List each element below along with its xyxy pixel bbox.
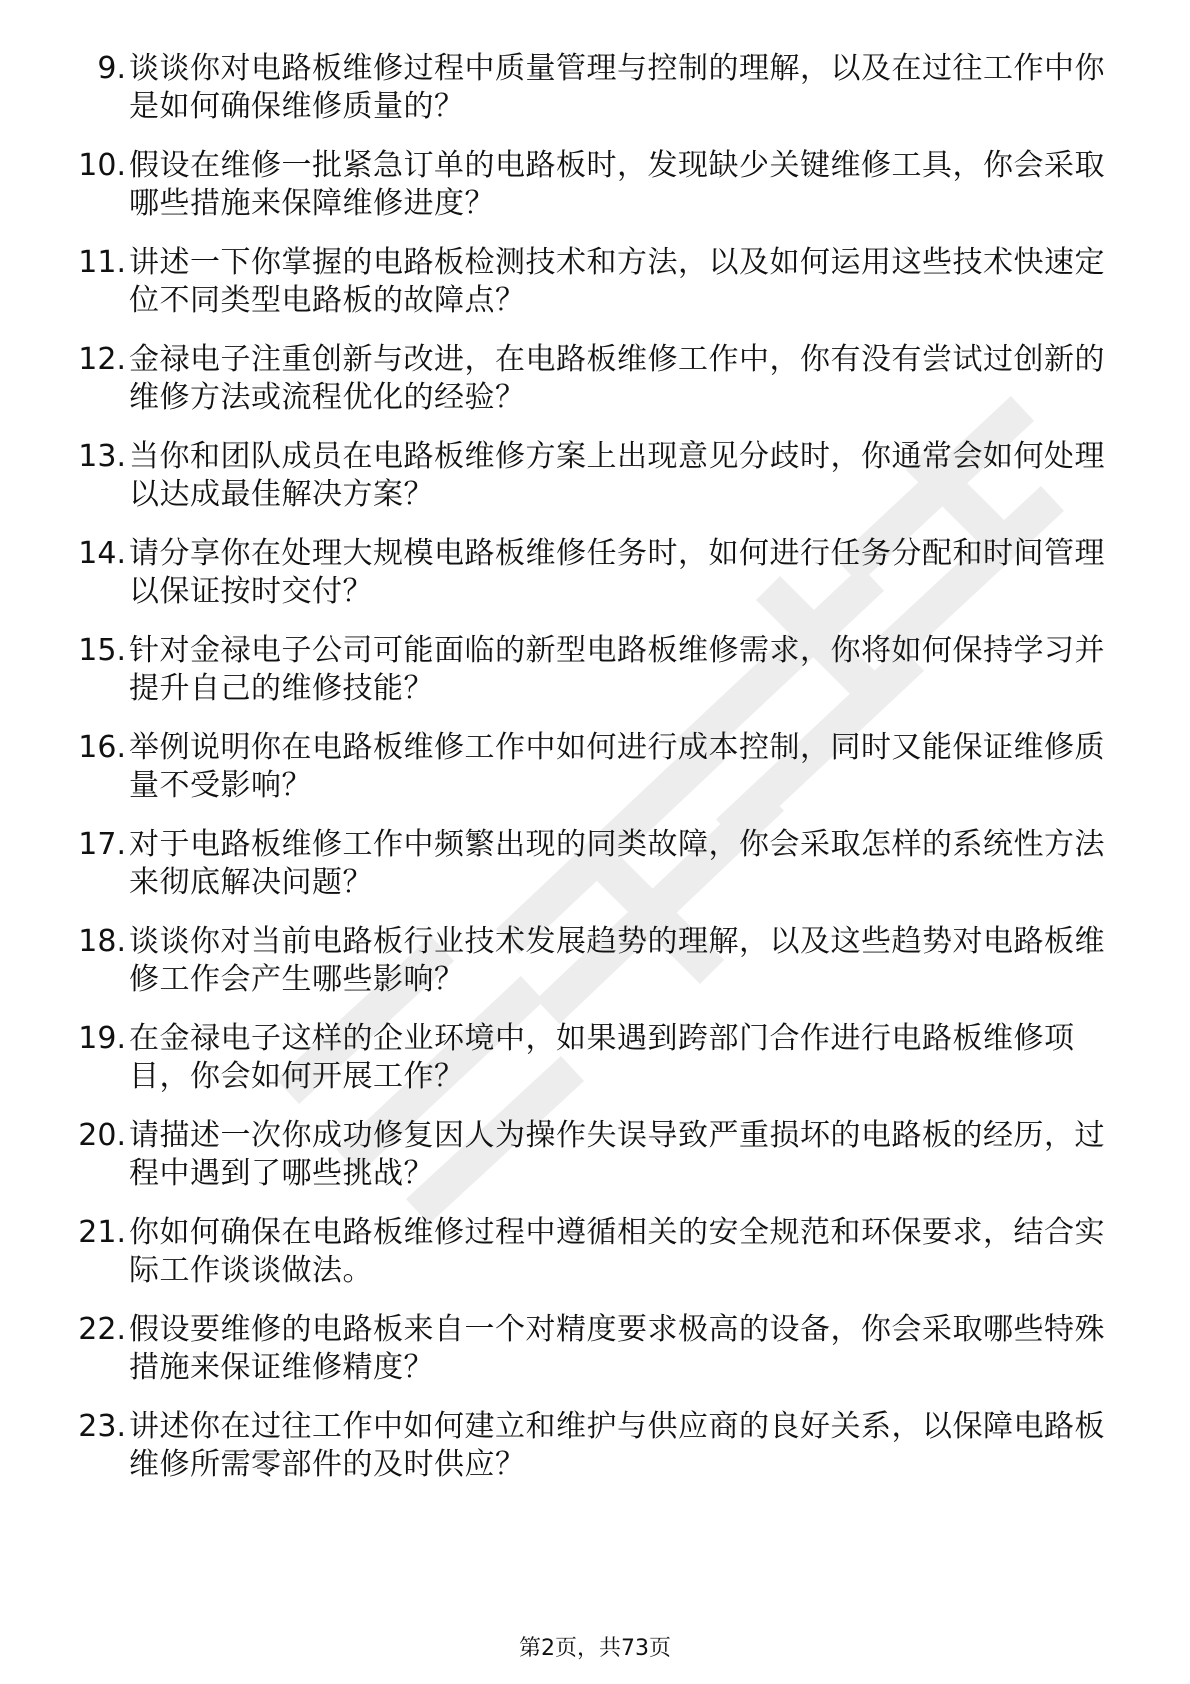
list-item xyxy=(0,438,1190,535)
question-list xyxy=(0,50,1190,1505)
list-item xyxy=(0,535,1190,632)
list-item xyxy=(0,729,1190,826)
question-text: 金禄电子注重创新与改进，在电路板维修工作中，你有没有尝试过创新的维修方法或流程优化的经验？ xyxy=(129,342,1105,415)
list-item xyxy=(0,244,1190,341)
list-item xyxy=(0,923,1190,1020)
question-text: 对于电路板维修工作中频繁出现的同类故障，你会采取怎样的系统性方法来彻底解决问题？ xyxy=(129,827,1105,900)
page-number: 第2页，共73页 xyxy=(519,1636,671,1661)
question-text: 针对金禄电子公司可能面临的新型电路板维修需求，你将如何保持学习并提升自己的维修技能？ xyxy=(129,633,1105,706)
list-item xyxy=(0,1117,1190,1214)
question-number: 9. xyxy=(97,51,126,86)
question-number: 20. xyxy=(78,1118,126,1153)
question-text: 假设要维修的电路板来自一个对精度要求极高的设备，你会采取哪些特殊措施来保证维修精度？ xyxy=(129,1312,1105,1385)
question-number: 21. xyxy=(78,1215,126,1250)
question-text: 你如何确保在电路板维修过程中遵循相关的安全规范和环保要求，结合实际工作谈谈做法。 xyxy=(129,1215,1105,1288)
list-item xyxy=(0,341,1190,438)
question-number: 14. xyxy=(78,536,126,571)
question-text: 讲述你在过往工作中如何建立和维护与供应商的良好关系，以保障电路板维修所需零部件的及时供应？ xyxy=(129,1409,1105,1482)
question-number: 19. xyxy=(78,1021,126,1056)
question-number: 10. xyxy=(78,148,126,183)
question-number: 23. xyxy=(78,1409,126,1444)
question-number: 12. xyxy=(78,342,126,377)
question-text: 请描述一次你成功修复因人为操作失误导致严重损坏的电路板的经历，过程中遇到了哪些挑战？ xyxy=(129,1118,1105,1191)
question-text: 谈谈你对当前电路板行业技术发展趋势的理解，以及这些趋势对电路板维修工作会产生哪些影响？ xyxy=(129,924,1105,997)
question-number: 18. xyxy=(78,924,126,959)
list-item xyxy=(0,1311,1190,1408)
list-item xyxy=(0,147,1190,244)
question-number: 13. xyxy=(78,439,126,474)
question-text: 请分享你在处理大规模电路板维修任务时，如何进行任务分配和时间管理以保证按时交付？ xyxy=(129,536,1105,609)
question-number: 15. xyxy=(78,633,126,668)
list-item xyxy=(0,1408,1190,1505)
question-text: 谈谈你对电路板维修过程中质量管理与控制的理解，以及在过往工作中你是如何确保维修质量的？ xyxy=(129,51,1105,124)
question-number: 11. xyxy=(78,245,126,280)
question-text: 举例说明你在电路板维修工作中如何进行成本控制，同时又能保证维修质量不受影响？ xyxy=(129,730,1105,803)
question-number: 16. xyxy=(78,730,126,765)
list-item xyxy=(0,632,1190,729)
list-item xyxy=(0,826,1190,923)
question-text: 在金禄电子这样的企业环境中，如果遇到跨部门合作进行电路板维修项目，你会如何开展工作？ xyxy=(129,1021,1075,1094)
question-text: 假设在维修一批紧急订单的电路板时，发现缺少关键维修工具，你会采取哪些措施来保障维修进度？ xyxy=(129,148,1105,221)
list-item xyxy=(0,1020,1190,1117)
question-text: 当你和团队成员在电路板维修方案上出现意见分歧时，你通常会如何处理以达成最佳解决方案？ xyxy=(129,439,1105,512)
list-item xyxy=(0,50,1190,147)
question-number: 17. xyxy=(78,827,126,862)
list-item xyxy=(0,1214,1190,1311)
question-number: 22. xyxy=(78,1312,126,1347)
question-text: 讲述一下你掌握的电路板检测技术和方法，以及如何运用这些技术快速定位不同类型电路板的故障点？ xyxy=(129,245,1105,318)
